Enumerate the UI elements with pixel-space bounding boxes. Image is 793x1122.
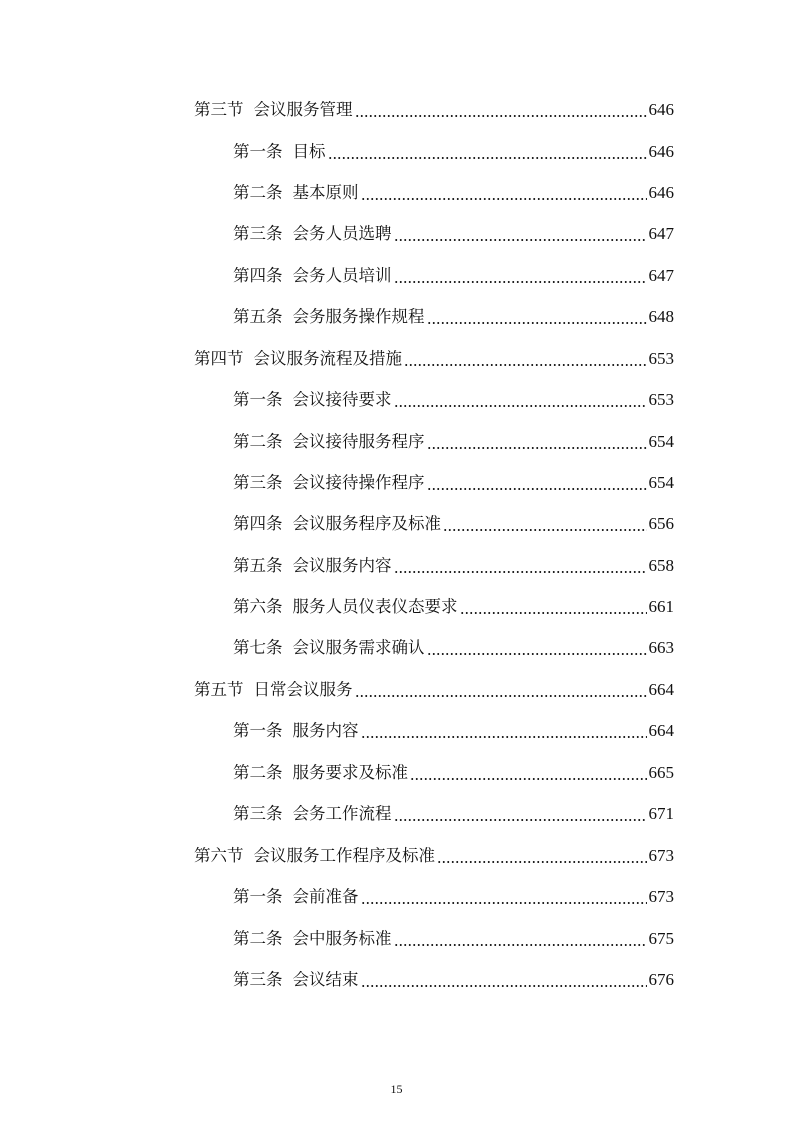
dot-leader xyxy=(361,198,647,200)
entry-title: 会务服务操作规程 xyxy=(292,307,425,326)
entry-label: 第六条 xyxy=(233,597,283,616)
toc-entry-article[interactable] xyxy=(233,719,674,743)
toc-entry-section-6[interactable] xyxy=(194,844,674,868)
toc-entry-article[interactable] xyxy=(233,761,674,785)
dot-leader xyxy=(394,571,647,573)
entry-title: 会议服务程序及标准 xyxy=(292,514,441,533)
entry-page-number: 665 xyxy=(648,763,674,782)
entry-title: 会议接待要求 xyxy=(292,390,392,409)
toc-entry-article[interactable] xyxy=(233,885,674,909)
dot-leader xyxy=(394,944,647,946)
toc-entry-article[interactable] xyxy=(233,264,674,288)
entry-page-number: 653 xyxy=(648,349,674,368)
entry-label: 第七条 xyxy=(233,638,283,657)
toc-entry-article[interactable] xyxy=(233,968,674,992)
dot-leader xyxy=(328,157,647,159)
entry-page-number: 647 xyxy=(648,224,674,243)
entry-label: 第五节 xyxy=(194,680,244,699)
dot-leader xyxy=(427,322,647,324)
dot-leader xyxy=(361,902,647,904)
dot-leader xyxy=(410,778,647,780)
entry-page-number: 671 xyxy=(648,804,674,823)
entry-title: 目标 xyxy=(292,142,326,161)
entry-title: 会前准备 xyxy=(292,887,359,906)
dot-leader xyxy=(355,115,647,117)
entry-label: 第五条 xyxy=(233,556,283,575)
entry-page-number: 654 xyxy=(648,473,674,492)
entry-label: 第一条 xyxy=(233,390,283,409)
toc-entry-article[interactable] xyxy=(233,222,674,246)
toc-entry-section-3[interactable] xyxy=(194,98,674,122)
dot-leader xyxy=(427,653,647,655)
entry-page-number: 673 xyxy=(648,887,674,906)
entry-label: 第三条 xyxy=(233,224,283,243)
entry-title: 会议服务工作程序及标准 xyxy=(253,846,435,865)
entry-title: 服务人员仪表仪态要求 xyxy=(292,597,458,616)
entry-page-number: 653 xyxy=(648,390,674,409)
toc-entry-article[interactable] xyxy=(233,305,674,329)
toc-entry-article[interactable] xyxy=(233,140,674,164)
entry-page-number: 663 xyxy=(648,638,674,657)
entry-page-number: 646 xyxy=(648,100,674,119)
dot-leader xyxy=(394,819,647,821)
entry-title: 会议服务流程及措施 xyxy=(253,349,402,368)
dot-leader xyxy=(460,612,647,614)
entry-page-number: 676 xyxy=(648,970,674,989)
entry-title: 服务内容 xyxy=(292,721,359,740)
dot-leader xyxy=(394,239,647,241)
toc-entry-article[interactable] xyxy=(233,554,674,578)
entry-label: 第二条 xyxy=(233,763,283,782)
entry-label: 第一条 xyxy=(233,887,283,906)
entry-title: 基本原则 xyxy=(292,183,359,202)
entry-page-number: 646 xyxy=(648,183,674,202)
entry-title: 会务工作流程 xyxy=(292,804,392,823)
toc-entry-article[interactable] xyxy=(233,430,674,454)
entry-title: 会议服务管理 xyxy=(253,100,353,119)
entry-page-number: 654 xyxy=(648,432,674,451)
entry-page-number: 664 xyxy=(648,721,674,740)
page-footer-number: 15 xyxy=(390,1082,403,1096)
entry-label: 第二条 xyxy=(233,432,283,451)
entry-page-number: 647 xyxy=(648,266,674,285)
entry-label: 第一条 xyxy=(233,721,283,740)
entry-title: 会议接待操作程序 xyxy=(292,473,425,492)
dot-leader xyxy=(437,861,647,863)
entry-label: 第三条 xyxy=(233,970,283,989)
dot-leader xyxy=(427,488,647,490)
entry-page-number: 673 xyxy=(648,846,674,865)
toc-entry-article[interactable] xyxy=(233,471,674,495)
entry-title: 日常会议服务 xyxy=(253,680,353,699)
entry-label: 第二条 xyxy=(233,183,283,202)
toc-entry-article[interactable] xyxy=(233,181,674,205)
entry-title: 会议服务需求确认 xyxy=(292,638,425,657)
dot-leader xyxy=(394,281,647,283)
dot-leader xyxy=(394,405,647,407)
entry-page-number: 646 xyxy=(648,142,674,161)
entry-label: 第三条 xyxy=(233,804,283,823)
entry-label: 第一条 xyxy=(233,142,283,161)
toc-entry-article[interactable] xyxy=(233,636,674,660)
toc-entry-article[interactable] xyxy=(233,927,674,951)
entry-label: 第四条 xyxy=(233,514,283,533)
toc-entry-section-5[interactable] xyxy=(194,678,674,702)
entry-title: 会中服务标准 xyxy=(292,929,392,948)
entry-label: 第六节 xyxy=(194,846,244,865)
entry-title: 会务人员选聘 xyxy=(292,224,392,243)
dot-leader xyxy=(404,364,647,366)
dot-leader xyxy=(361,985,647,987)
entry-page-number: 648 xyxy=(648,307,674,326)
dot-leader xyxy=(427,447,647,449)
entry-page-number: 664 xyxy=(648,680,674,699)
entry-label: 第二条 xyxy=(233,929,283,948)
entry-page-number: 656 xyxy=(648,514,674,533)
toc-entry-section-4[interactable] xyxy=(194,347,674,371)
toc-entry-article[interactable] xyxy=(233,802,674,826)
entry-label: 第四条 xyxy=(233,266,283,285)
entry-page-number: 675 xyxy=(648,929,674,948)
entry-title: 服务要求及标准 xyxy=(292,763,408,782)
entry-label: 第三条 xyxy=(233,473,283,492)
entry-title: 会议接待服务程序 xyxy=(292,432,425,451)
toc-entry-article[interactable] xyxy=(233,595,674,619)
entry-title: 会议结束 xyxy=(292,970,359,989)
entry-label: 第三节 xyxy=(194,100,244,119)
entry-label: 第四节 xyxy=(194,349,244,368)
toc-entry-article[interactable] xyxy=(233,388,674,412)
entry-page-number: 661 xyxy=(648,597,674,616)
dot-leader xyxy=(355,695,647,697)
entry-title: 会务人员培训 xyxy=(292,266,392,285)
dot-leader xyxy=(443,529,647,531)
entry-label: 第五条 xyxy=(233,307,283,326)
dot-leader xyxy=(361,736,647,738)
entry-title: 会议服务内容 xyxy=(292,556,392,575)
toc-entry-article[interactable] xyxy=(233,512,674,536)
entry-page-number: 658 xyxy=(648,556,674,575)
